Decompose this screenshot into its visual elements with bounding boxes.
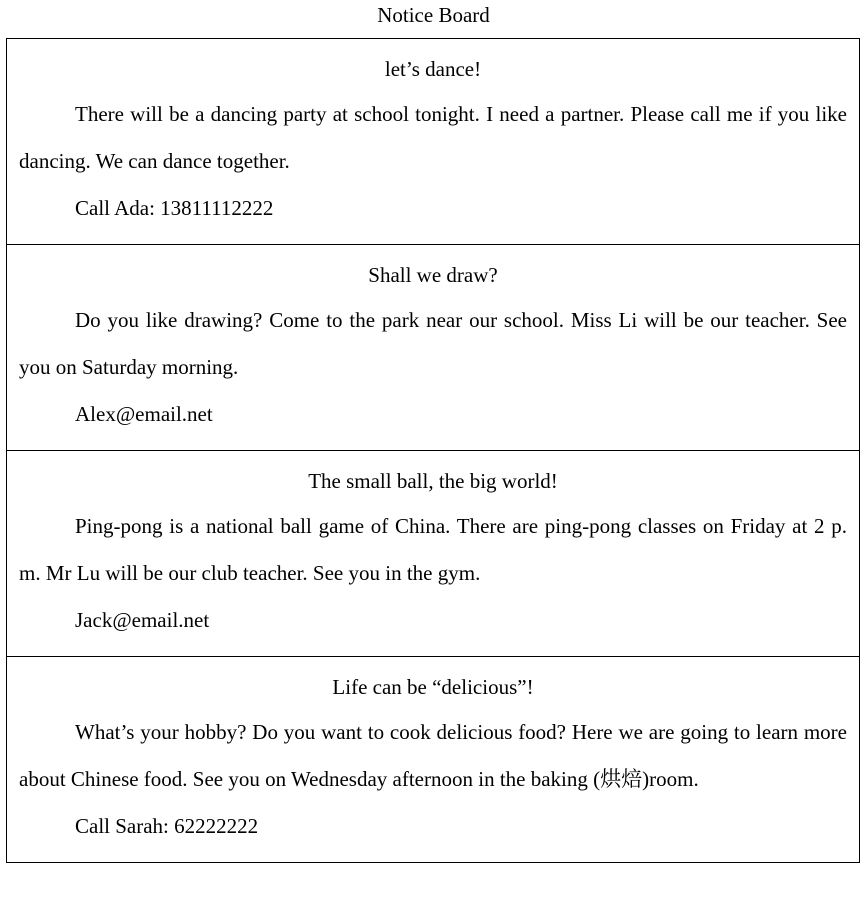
notice-body: Do you like drawing? Come to the park near our school. Miss Li will be our teacher. See you on Saturday morning. [19, 308, 847, 379]
notice-board-title: Notice Board [377, 3, 490, 27]
notice-cooking [7, 656, 859, 862]
notice-board [6, 38, 860, 863]
notice-body: There will be a dancing party at school tonight. I need a partner. Please call me if you like dancing. We can dance together. [19, 102, 847, 173]
notice-ping-pong [7, 450, 859, 656]
notice-dance [7, 39, 859, 244]
notice-title: The small ball, the big world! [308, 469, 558, 493]
notice-body: What’s your hobby? Do you want to cook delicious food? Here we are going to learn more about Chinese food. See you on Wednesday afternoon in the baking (烘焙)room. [19, 720, 847, 791]
notice-title: let’s dance! [384, 57, 482, 81]
notice-contact: Call Ada: 13811112222 [75, 196, 274, 220]
notice-body: Ping-pong is a national ball game of China. There are ping-pong classes on Friday at 2 p. m. Mr Lu will be our club teacher. See you in the gym. [19, 514, 847, 585]
notice-contact: Call Sarah: 62222222 [75, 814, 259, 838]
notice-draw [7, 244, 859, 450]
notice-title: Life can be “delicious”! [332, 675, 534, 699]
notice-title: Shall we draw? [368, 263, 498, 287]
notice-contact: Alex@email.net [75, 402, 213, 426]
notice-contact: Jack@email.net [75, 608, 210, 632]
